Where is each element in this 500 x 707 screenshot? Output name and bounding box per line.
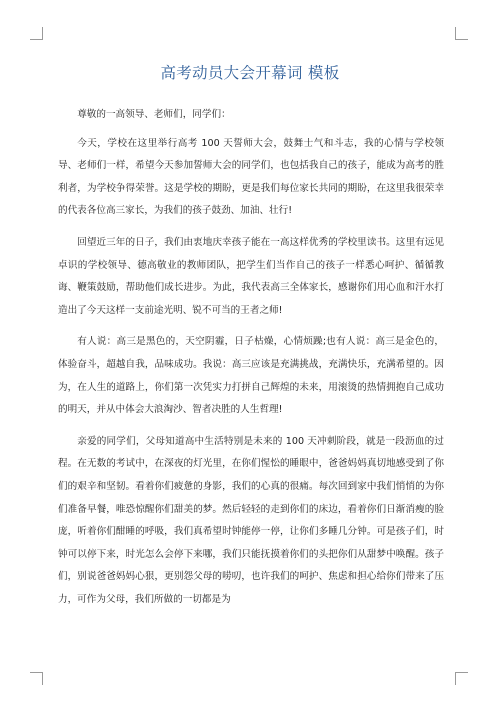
crop-mark-top-right bbox=[455, 27, 468, 40]
body-paragraph: 回望近三年的日子，我们由衷地庆幸孩子能在一高这样优秀的学校里读书。这里有远见卓识的学校领导、德高敬业的教师团队，把学生们当作自己的孩子一样悉心呵护、循循教诲、鞭策鼓励，帮助他们成长进步。为此，我代表高三全体家长，感谢你们用心血和汗水打造出了今天这样一支前途光明、锐不可当的王者之师! bbox=[58, 236, 444, 316]
body-paragraph: 有人说：高三是黑色的，天空阴霾，日子枯燥，心情烦躁;也有人说：高三是金色的，体验奋斗，超越自我，品味成功。我说：高三应该是充满挑战，充满快乐，充满希望的。因为，在人生的道路上，你们第一次凭实力打拼自己辉煌的未来，用滚烫的热情拥抱自己成功的明天，并从中体会大浪淘沙、智者决胜的人生哲理! bbox=[58, 336, 444, 416]
salutation-paragraph: 尊敬的一高领导、老师们，同学们： bbox=[77, 109, 231, 120]
body-paragraph: 今天，学校在这里举行高考 100 天誓师大会，鼓舞士气和斗志，我的心情与学校领导、老师们一样，希望今天参加誓师大会的同学们，也包括我自己的孩子，能成为高考的胜利者，为学校争得荣誉。这是学校的期盼，更是我们每位家长共同的期盼，在这里我很荣幸的代表各位高三家长，为我们的孩子鼓劲、加油、壮行! bbox=[58, 137, 444, 217]
crop-mark-bottom-right bbox=[455, 672, 468, 685]
document-title: 高考动员大会开幕词 模板 bbox=[160, 64, 340, 82]
body-paragraph: 亲爱的同学们，父母知道高中生活特别是未来的 100 天冲刺阶段，就是一段沥血的过程。在无数的考试中，在深夜的灯光里，在你们惺忪的睡眼中，爸爸妈妈真切地感受到了你们的艰辛和坚韧。看着你们疲惫的身影，我们的心真的很痛。每次回到家中我们悄悄的为你们准备早餐，唯恐惊醒你们甜美的梦。然后轻轻的走到你们的床边，看着你们日渐消瘦的脸庞，听着你们酣睡的呼吸，我们真希望时钟能停一停，让你们多睡几分钟。可是孩子们，时钟可以停下来，时光怎么会停下来哪，我们只能抚摸着你们的头把你们从甜梦中唤醒。孩子们，别说爸爸妈妈心狠，更别怨父母的唠叨，也许我们的呵护、焦虑和担心给你们带来了压力，可作为父母，我们所做的一切都是为 bbox=[58, 435, 444, 605]
crop-mark-top-left bbox=[30, 27, 43, 40]
document-body bbox=[58, 104, 444, 620]
crop-mark-bottom-left bbox=[30, 672, 43, 685]
